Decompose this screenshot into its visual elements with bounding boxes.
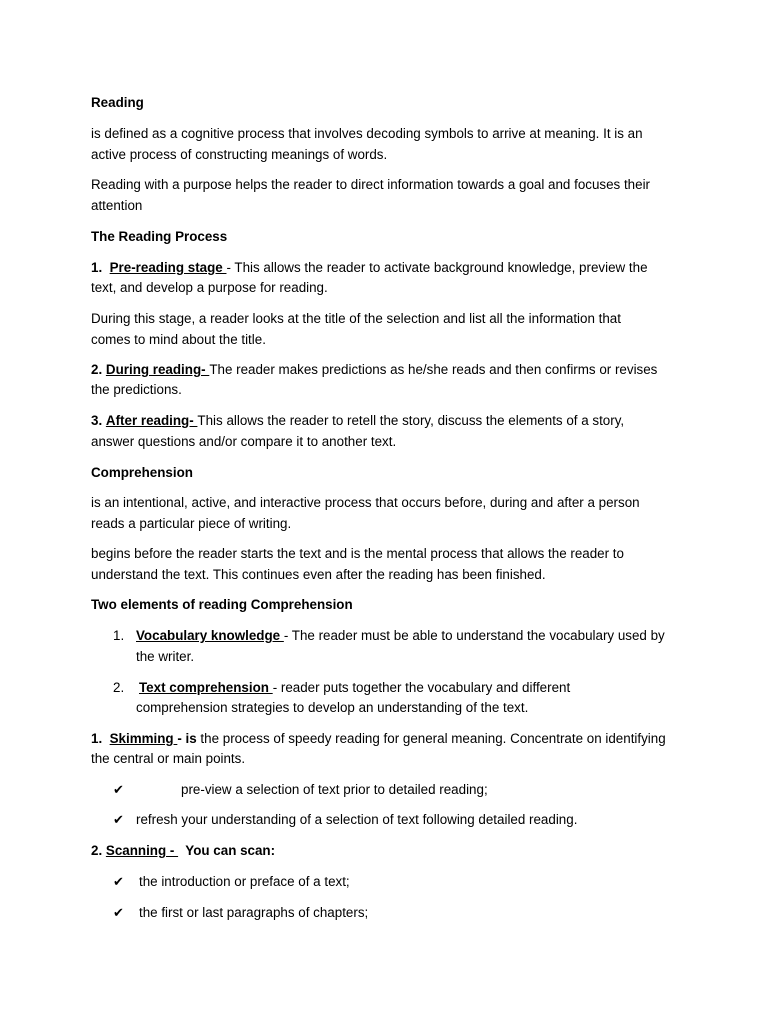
stage-after-reading-line-2: answer questions and/or compare it to another text.	[91, 434, 397, 449]
stage-detail-line-1: During this stage, a reader looks at the title of the selection and list all the information that	[91, 311, 621, 326]
checkmark-icon: ✔	[113, 905, 124, 920]
skimming-is: is	[185, 731, 197, 746]
element-term: Text comprehension	[139, 680, 273, 695]
scanning-number: 2.	[91, 843, 103, 858]
stage-during-reading	[91, 362, 657, 378]
scan-bullet-item: the first or last paragraphs of chapters;	[139, 905, 369, 920]
scanning-description: You can scan:	[178, 843, 276, 858]
heading-two-elements: Two elements of reading Comprehension	[91, 597, 353, 612]
element-text-comprehension	[139, 680, 570, 696]
heading-reading: Reading	[91, 95, 144, 110]
checkmark-icon: ✔	[113, 812, 124, 827]
scanning-term: Scanning -	[105, 843, 179, 858]
element-text-comprehension-line-2: comprehension strategies to develop an understanding of the text.	[136, 700, 529, 715]
reading-purpose-line-2: attention	[91, 198, 143, 213]
skimming-dash: -	[177, 731, 186, 746]
skimming-description: the process of speedy reading for general meaning. Concentrate on identifying	[196, 731, 666, 746]
stage-number: 1.	[91, 260, 103, 275]
comprehension-begins-line-2: understand the text. This continues even after the reading has been finished.	[91, 567, 546, 582]
skimming-term: Skimming	[109, 731, 178, 746]
stage-number: 2.	[91, 362, 103, 377]
heading-comprehension: Comprehension	[91, 465, 193, 480]
heading-reading-process: The Reading Process	[91, 229, 228, 244]
stage-detail-line-2: comes to mind about the title.	[91, 332, 266, 347]
stage-during-reading-line-2: the predictions.	[91, 382, 182, 397]
reading-definition-line-2: active process of constructing meanings of words.	[91, 147, 388, 162]
skim-bullet-item: pre-view a selection of text prior to detailed reading;	[181, 782, 488, 797]
stage-pre-reading	[91, 260, 648, 276]
list-number: 2.	[113, 680, 125, 695]
list-number: 1.	[113, 628, 125, 643]
checkmark-icon: ✔	[113, 874, 124, 889]
stage-description: - This allows the reader to activate background knowledge, preview the	[226, 260, 648, 275]
reading-purpose-line-1: Reading with a purpose helps the reader to direct information towards a goal and focuses their	[91, 177, 651, 192]
skimming-definition	[91, 731, 666, 747]
comprehension-begins-line-1: begins before the reader starts the text and is the mental process that allows the reader to	[91, 546, 624, 561]
stage-number: 3.	[91, 413, 103, 428]
comprehension-definition-line-2: reads a particular piece of writing.	[91, 516, 292, 531]
scan-bullet-item: the introduction or preface of a text;	[139, 874, 350, 889]
checkmark-icon: ✔	[113, 782, 124, 797]
skimming-number: 1.	[91, 731, 103, 746]
stage-description: This allows the reader to retell the story, discuss the elements of a story,	[197, 413, 625, 428]
element-vocabulary	[136, 628, 665, 644]
skimming-definition-line-2: the central or main points.	[91, 751, 246, 766]
stage-term: After reading-	[105, 413, 198, 428]
stage-pre-reading-line-2: text, and develop a purpose for reading.	[91, 280, 328, 295]
element-description: - reader puts together the vocabulary and different	[272, 680, 571, 695]
element-description: - The reader must be able to understand the vocabulary used by	[283, 628, 665, 643]
stage-description: The reader makes predictions as he/she reads and then confirms or revises	[209, 362, 658, 377]
comprehension-definition-line-1: is an intentional, active, and interactive process that occurs before, during and after a person	[91, 495, 640, 510]
element-vocabulary-line-2: the writer.	[136, 649, 195, 664]
scanning-heading	[91, 843, 275, 859]
stage-term: During reading-	[105, 362, 210, 377]
element-term: Vocabulary knowledge	[136, 628, 284, 643]
skim-bullet-item: refresh your understanding of a selection of text following detailed reading.	[136, 812, 578, 827]
reading-definition-line-1: is defined as a cognitive process that involves decoding symbols to arrive at meaning. It is an	[91, 126, 643, 141]
stage-after-reading	[91, 413, 624, 429]
stage-term: Pre-reading stage	[109, 260, 227, 275]
